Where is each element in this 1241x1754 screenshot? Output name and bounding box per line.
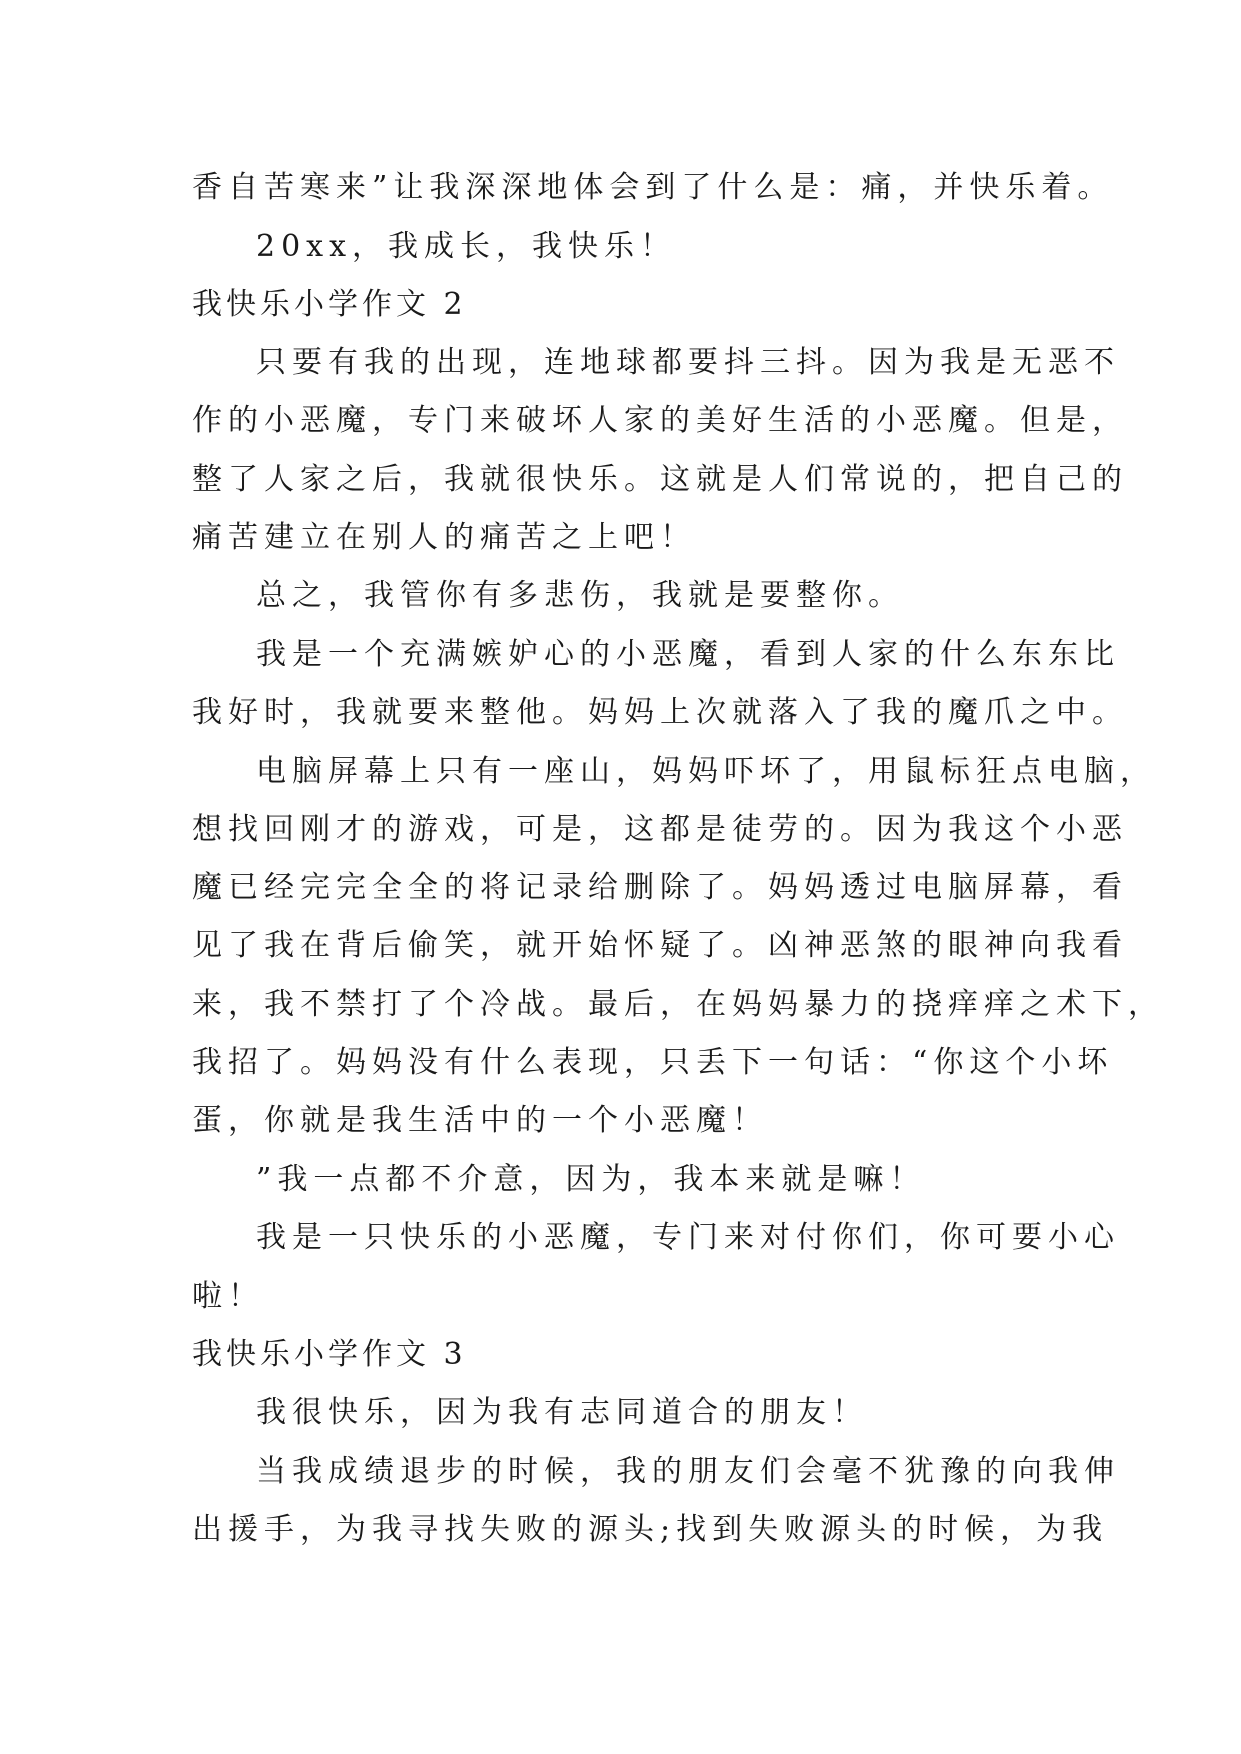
section-title: 我快乐小学作文 3 xyxy=(192,1337,467,1372)
text-line: 当我成绩退步的时候，我的朋友们会毫不犹豫的向我伸 xyxy=(256,1454,1120,1489)
text-line: 我是一个充满嫉妒心的小恶魔，看到人家的什么东东比 xyxy=(256,637,1120,672)
section-title: 我快乐小学作文 2 xyxy=(192,287,467,322)
text-line: 来，我不禁打了个冷战。最后，在妈妈暴力的挠痒痒之术下， xyxy=(192,987,1164,1022)
text-line: 我好时，我就要来整他。妈妈上次就落入了我的魔爪之中。 xyxy=(192,695,1128,730)
text-line: 见了我在背后偷笑，就开始怀疑了。凶神恶煞的眼神向我看 xyxy=(192,928,1128,963)
text-line: 我招了。妈妈没有什么表现，只丢下一句话：“你这个小坏 xyxy=(192,1045,1114,1080)
text-line: ”我一点都不介意，因为，我本来就是嘛！ xyxy=(256,1162,926,1197)
text-line: 啦！ xyxy=(192,1279,264,1314)
text-line: 20xx，我成长，我快乐！ xyxy=(256,229,677,264)
text-line: 蛋，你就是我生活中的一个小恶魔！ xyxy=(192,1103,768,1138)
text-line: 作的小恶魔，专门来破坏人家的美好生活的小恶魔。但是， xyxy=(192,403,1128,438)
text-line: 我很快乐，因为我有志同道合的朋友！ xyxy=(256,1395,868,1430)
text-line: 香自苦寒来”让我深深地体会到了什么是：痛，并快乐着。 xyxy=(192,170,1114,205)
text-line: 痛苦建立在别人的痛苦之上吧！ xyxy=(192,520,696,555)
text-line: 总之，我管你有多悲伤，我就是要整你。 xyxy=(256,578,904,613)
text-line: 只要有我的出现，连地球都要抖三抖。因为我是无恶不 xyxy=(256,345,1120,380)
text-line: 想找回刚才的游戏，可是，这都是徒劳的。因为我这个小恶 xyxy=(192,812,1128,847)
text-line: 魔已经完完全全的将记录给删除了。妈妈透过电脑屏幕，看 xyxy=(192,870,1128,905)
text-line: 电脑屏幕上只有一座山，妈妈吓坏了，用鼠标狂点电脑， xyxy=(256,754,1156,789)
text-line: 出援手，为我寻找失败的源头;找到失败源头的时候，为我 xyxy=(192,1512,1109,1547)
text-line: 整了人家之后，我就很快乐。这就是人们常说的，把自己的 xyxy=(192,462,1128,497)
text-line: 我是一只快乐的小恶魔，专门来对付你们，你可要小心 xyxy=(256,1220,1120,1255)
